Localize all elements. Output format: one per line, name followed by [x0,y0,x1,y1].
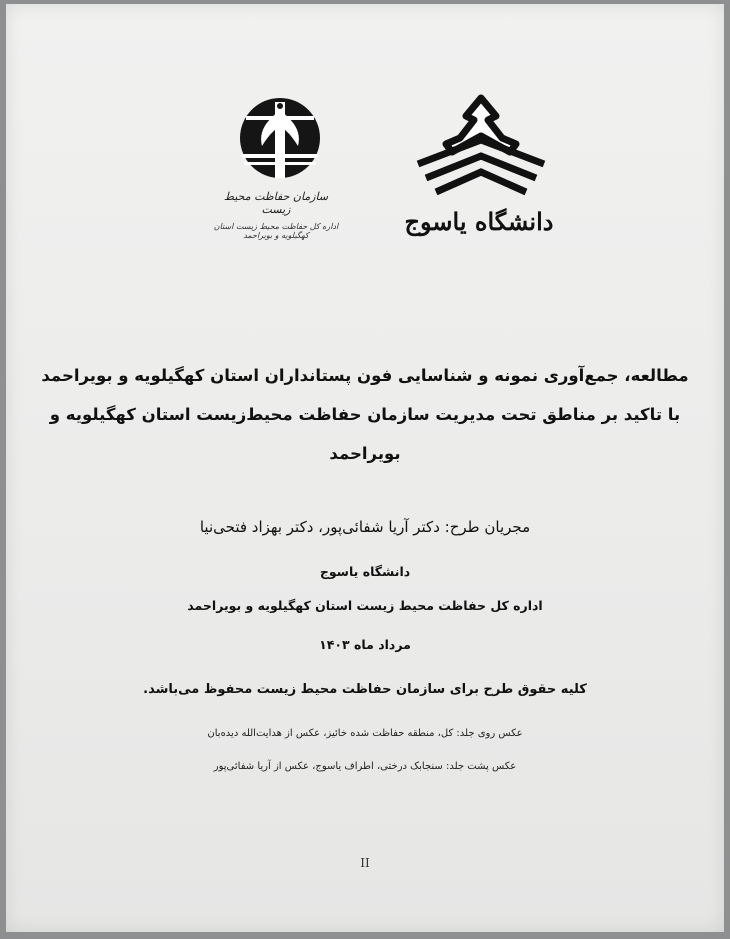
back-cover-caption: عکس پشت جلد: سنجابک درختی، اطراف یاسوج، عکس از آریا شفائی‌پور [213,761,517,772]
publication-date: مرداد ماه ۱۴۰۳ [319,637,411,652]
environment-office-name: اداره کل حفاظت محیط زیست استان کهگیلویه و بویراحمد [213,222,339,240]
page-number: II [360,856,370,870]
environment-organization-name: سازمان حفاظت محیط زیست [223,190,329,216]
university-name: دانشگاه یاسوج [319,564,411,579]
front-cover-caption: عکس روی جلد: کل، منطقه حفاظت شده خائیز، عکس از هدایت‌الله دیدەبان [207,728,523,739]
environment-organization-logo-icon [224,96,336,186]
project-executors: مجریان طرح: دکتر آریا شفائی‌پور، دکتر بهزاد فتحی‌نیا [199,518,531,536]
yasouj-university-logo-icon [406,94,556,206]
university-logo-text: دانشگاه یاسوج [404,207,554,236]
document-page [6,4,724,932]
office-name: اداره کل حفاظت محیط زیست استان کهگیلویه و بویراحمد [187,598,543,613]
document-title: مطالعه، جمع‌آوری نمونه و شناسایی فون پستانداران استان کهگیلویه و بویراحمد با تاکید بر مناطق تحت مدیریت سازمان حفاظت محیط‌زیست استان کهگیلویه و بویراحمد [41,366,689,463]
copyright-notice: کلیه حقوق طرح برای سازمان حفاظت محیط زیست محفوظ می‌باشد. [143,682,587,697]
